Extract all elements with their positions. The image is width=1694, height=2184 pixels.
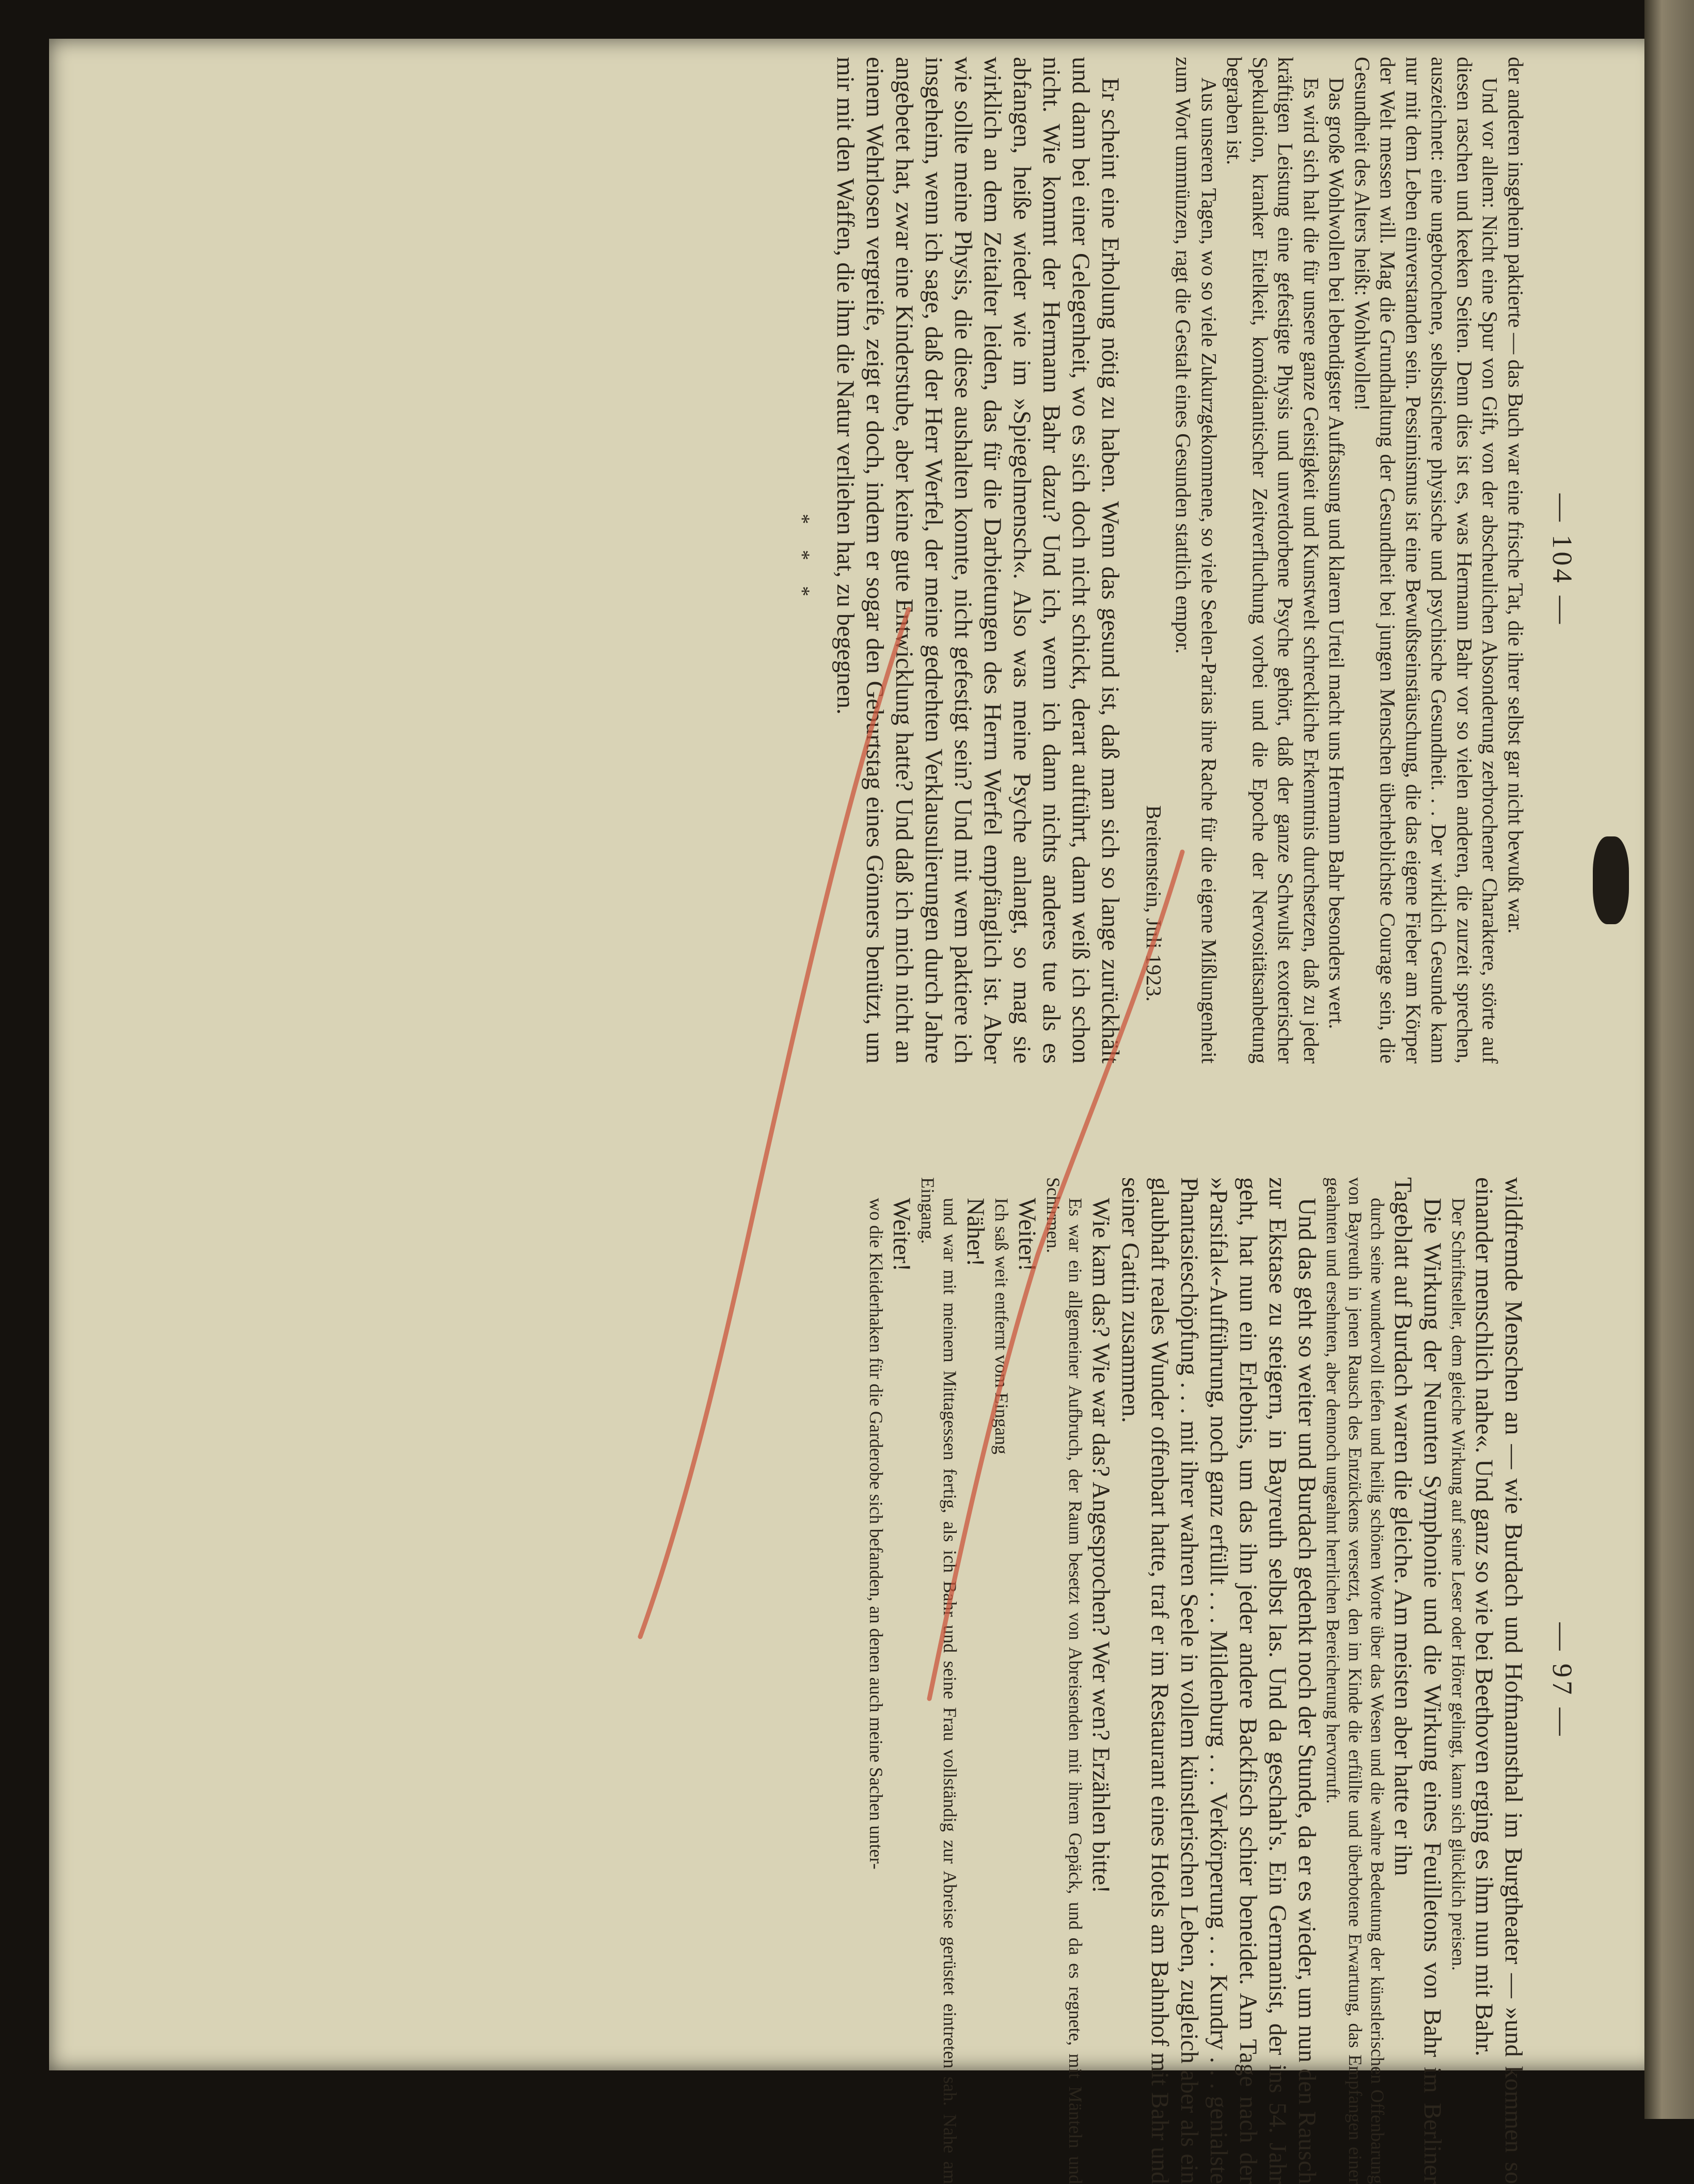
paragraph: wo die Kleiderhaken für die Garderobe sich befanden, an denen auch meine Sachen unter- — [866, 1198, 886, 1870]
paragraph: Er scheint eine Erholung nötig zu haben. Wenn das gesund ist, daß man sich so lange zurückhält und dann bei einer Gelegenheit, wo es sich doch nicht schickt, derart auftührt, dann weiß ich schon nicht. Wie kommt der Hermann Bahr dazu? Und ich, wenn ich dann nichts anderes tue als es abfangen, heiße wieder wie im »Spiegelmensch«. Also was meine Psyche anlangt, so mag sie wirklich an dem Zeitalter leiden, das für die Darbietungen des Herrn Werfel empfänglich ist. Aber wie sollte meine Physis, die diese aushalten konnte, nicht gefestigt sein? Und mit wem paktiere ich insgeheim, wenn ich sage, daß der Herr Werfel, der meine gedrehten Verklausulierungen durch Jahre angebetet hat, zwar eine Kinderstube, aber keine gute Entwicklung hatte? Und daß ich mich nicht an einem Wehrlosen vergreife, zeigt er doch, indem er sogar den Geburtstag eines Gönners benützt, um mir mit den Waffen, die ihm die Natur verliehen hat, zu begegnen. — [832, 57, 1125, 1064]
paragraph: der anderen insgeheim paktierte — das Buch war eine frische Tat, die ihrer selbst gar nicht bewußt war. — [1504, 57, 1528, 934]
page-number — [1528, 57, 1578, 1064]
paragraph: Wie kam das? Wie war das? Angesprochen? Wer wen? Erzählen bitte! — [1087, 1198, 1115, 1894]
paragraph: Weiter! — [888, 1198, 915, 1272]
paragraph: Der Schriftsteller, dem gleiche Wirkung auf seine Leser oder Hörer gelingt, kann sich glücklich preisen. — [1448, 1198, 1469, 1971]
paragraph: Und vor allem: Nicht eine Spur von Gift, von der abscheulichen Absonderung zerbrochener Charaktere, störte auf diesen raschen und keeken Seiten. Denn dies ist es, was Hermann Bahr vor so vielen anderen, die zurzeit sprechen, auszeichnet: eine ungebrochene, selbstsichere physische und psychische Gesundheit. . . Der wirklich Gesunde kann nur mit dem Leben einverstanden sein. Pessimismus ist eine Bewußtseinstäuschung, die das eigene Fieber am Körper der Welt messen will. Mag die Grundhaltung der Gesundheit bei jungen Menschen überheblichste Courage sein, die Gesundheit des Alters heißt: Wohlwollen! — [1351, 57, 1502, 1064]
paragraph: Es war ein allgemeiner Aufbruch, der Raum besetzt von Abreisenden mit ihrem Gepäck, und da es regnete, mit Mänteln und Schirmen. — [1043, 1177, 1086, 2184]
paragraph: Das große Wohlwollen bei lebendigster Auffassung und klarem Urteil macht uns Hermann Bahr besonders wert. — [1325, 77, 1349, 1030]
page-104 — [791, 57, 1578, 1064]
paragraph: Weiter! — [1014, 1198, 1041, 1272]
page-number-label: — 97 — — [1547, 1622, 1578, 1739]
paragraph: wildfremde Menschen an — wie Burdach und Hofmannsthal im Burgtheater — »und kommen so einander menschlich nahe«. Und ganz so wie bei Beethoven erging es ihm nun mit Bahr. — [1470, 1177, 1527, 2184]
paragraph: Ich saß weit entfernt vom Eingang — [991, 1198, 1012, 1454]
book-spine — [1644, 0, 1694, 2119]
paragraph: Näher! — [962, 1198, 989, 1267]
paragraph: und war mit meinem Mittagessen fertig, als ich Bahr und seine Frau vollständig zur Abreise gerüstet eintreten sah. Nahe am Eingang. — [917, 1177, 960, 2184]
signature: Breitenstein, Juli 1923. — [1142, 805, 1166, 1002]
ink-stain — [1593, 836, 1629, 924]
paragraph: Die Wirkung der Neunten Symphonie und die Wirkung eines Feuilletons von Bahr im Berliner Tageblatt auf Burdach waren die gleiche. Am meisten aber hatte er ihn — [1389, 1177, 1446, 2184]
paragraph: Aus unseren Tagen, wo so viele Zukurzgekommene, so viele Seelen-Parias ihre Rache für die eigene Mißlungenheit zum Wort ummünzen, ragt die Gestalt eines Gesunden stattlich empor. — [1171, 57, 1221, 1064]
section-break: * * * — [791, 514, 815, 607]
paragraph: Und das geht so weiter und Burdach gedenkt noch der Stunde, da er es wieder, um nun den Rausch zur Ekstase zu steigern, in Bayreuth selbst las. Und da geschah's. Ein Germanist, der ins 54. Jahr geht, hat nun ein Erlebnis, um das ihn jeder andere Backfisch schier beneidet. Am Tage nach der »Parsifal«-Aufführung, noch ganz erfüllt . . . Mildenburg . . . Verkörperung . . . Kundry . . . genialste Phantasieschöpfung . . . mit ihrer wahren Seele in vollem künstlerischen Leben, zugleich aber als ein glaubhaft reales Wunder offenbart hatte, traf er im Restaurant eines Hotels am Bahnhof mit Bahr und seiner Gattin zusammen. — [1117, 1177, 1321, 2184]
paragraph: Es wird sich halt die für unsere ganze Geistigkeit und Kunstwelt schreckliche Erkenntnis durchsetzen, daß zu jeder kräftigen Leistung eine gefestigte Physis und unverdorbene Psyche gehört, daß der ganze Schwulst exoterischer Spekulation, kranker Eitelkeit, komödiantischer Zeitverfluchung vorbei und die Epoche der Nervositätsanbetung begraben ist. — [1223, 57, 1323, 1064]
page-number — [1528, 1177, 1578, 2184]
block-quote: durch seine wundervoll tiefen und heilig schönen Worte über das Wesen und die wahre Bedeutung der künstlerischen Offenbarung von Bayreuth in jenen Rausch des Entzückens versetzt, den im Kinde die erfüllte und überbotene Erwartung, das Empfangen einer geahnten und ersehnten, aber dennoch ungeahnt herrlichen Bereicherung hervorruft. — [1323, 1177, 1388, 2184]
page-number-label: — 104 — — [1547, 494, 1578, 627]
page-97 — [800, 1177, 1578, 2184]
